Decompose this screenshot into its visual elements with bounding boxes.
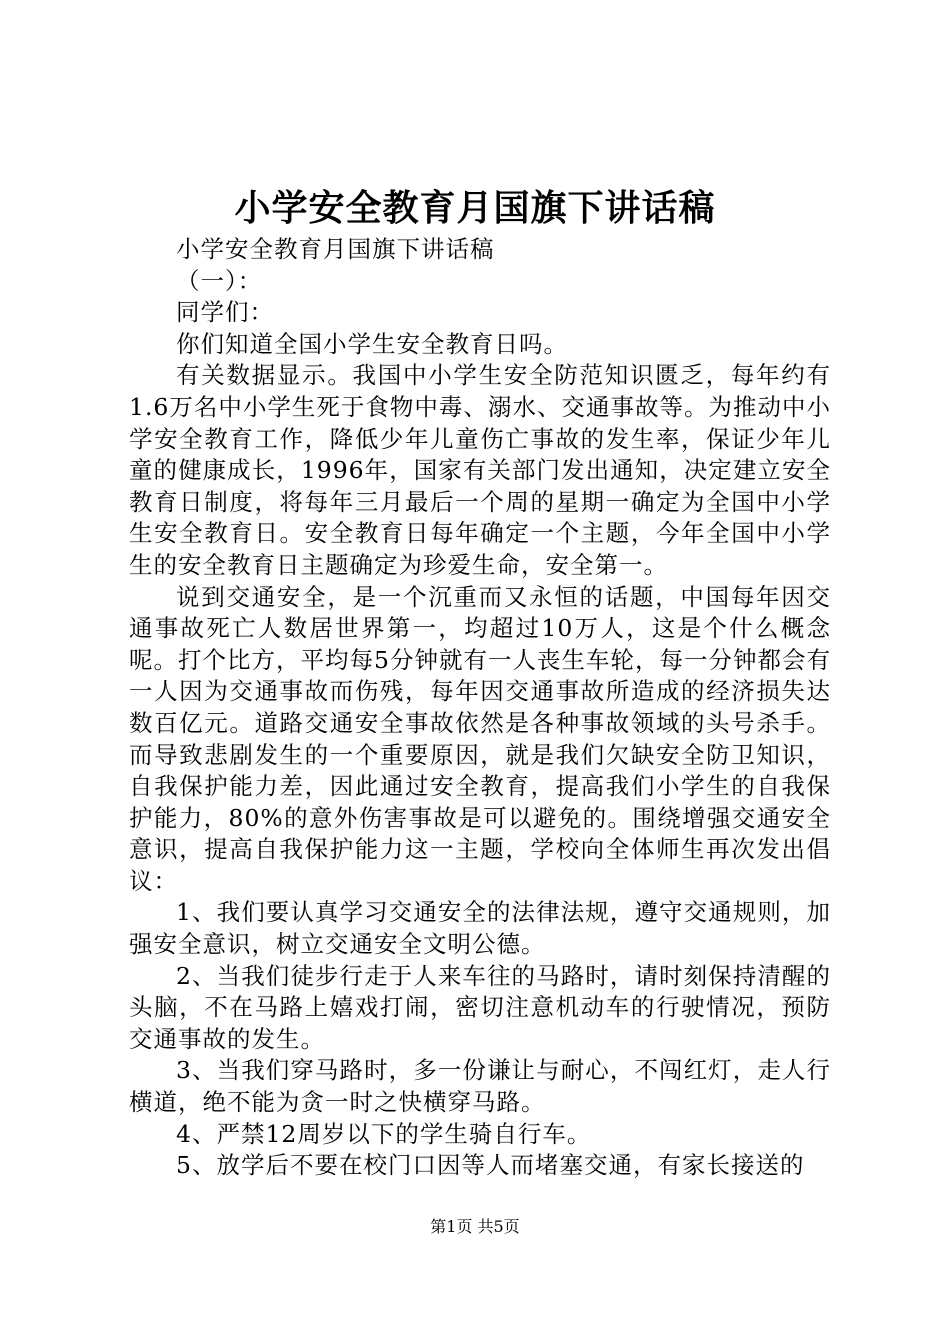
paragraph-section-marker: （一）： (176, 266, 263, 295)
paragraph-rule-4: 4、严禁12周岁以下的学生骑自行车。 (176, 1119, 592, 1148)
paragraph-question: 你们知道全国小学生安全教育日吗。 (176, 329, 568, 358)
paragraph-rule-2: 2、当我们徒步行走于人来车往的马路时，请时刻保持清醒的头脑，不在马路上嬉戏打闹，密切注意机动车的行驶情况，预防交通事故的发生。 (129, 961, 831, 1053)
document-title: 小学安全教育月国旗下讲话稿 (234, 187, 716, 229)
paragraph-greeting: 同学们： (176, 298, 274, 327)
paragraph-rule-3: 3、当我们穿马路时，多一份谦让与耐心，不闯红灯，走人行横道，绝不能为贪一时之快横穿马路。 (129, 1056, 831, 1117)
paragraph-traffic-safety: 说到交通安全，是一个沉重而又永恒的话题，中国每年因交通事故死亡人数居世界第一，均超过10万人，这是个什么概念呢。打个比方，平均每5分钟就有一人丧生车轮，每一分钟都会有一人因为交通事故而伤残，每年因交通事故所造成的经济损失达数百亿元。道路交通安全事故依然是各种事故领域的头号杀手。而导致悲剧发生的一个重要原因，就是我们欠缺安全防卫知识，自我保护能力差，因此通过安全教育，提高我们小学生的自我保护能力，80%的意外伤害事故是可以避免的。围绕增强交通安全意识，提高自我保护能力这一主题，学校向全体师生再次发出倡议： (129, 582, 831, 895)
document-body (129, 234, 831, 1182)
page-number-footer: 第1页 共5页 (430, 1217, 520, 1236)
paragraph-subtitle: 小学安全教育月国旗下讲话稿 (176, 235, 495, 263)
paragraph-rule-5: 5、放学后不要在校门口因等人而堵塞交通，有家长接送的 (176, 1151, 805, 1180)
paragraph-rule-1: 1、我们要认真学习交通安全的法律法规，遵守交通规则，加强安全意识，树立交通安全文明公德。 (129, 898, 831, 959)
paragraph-statistics: 有关数据显示。我国中小学生安全防范知识匮乏，每年约有1.6万名中小学生死于食物中毒、溺水、交通事故等。为推动中小学安全教育工作，降低少年儿童伤亡事故的发生率，保证少年儿童的健康成长，1996年，国家有关部门发出通知，决定建立安全教育日制度，将每年三月最后一个周的星期一确定为全国中小学生安全教育日。安全教育日每年确定一个主题，今年全国中小学生的安全教育日主题确定为珍爱生命，安全第一。 (129, 361, 831, 579)
